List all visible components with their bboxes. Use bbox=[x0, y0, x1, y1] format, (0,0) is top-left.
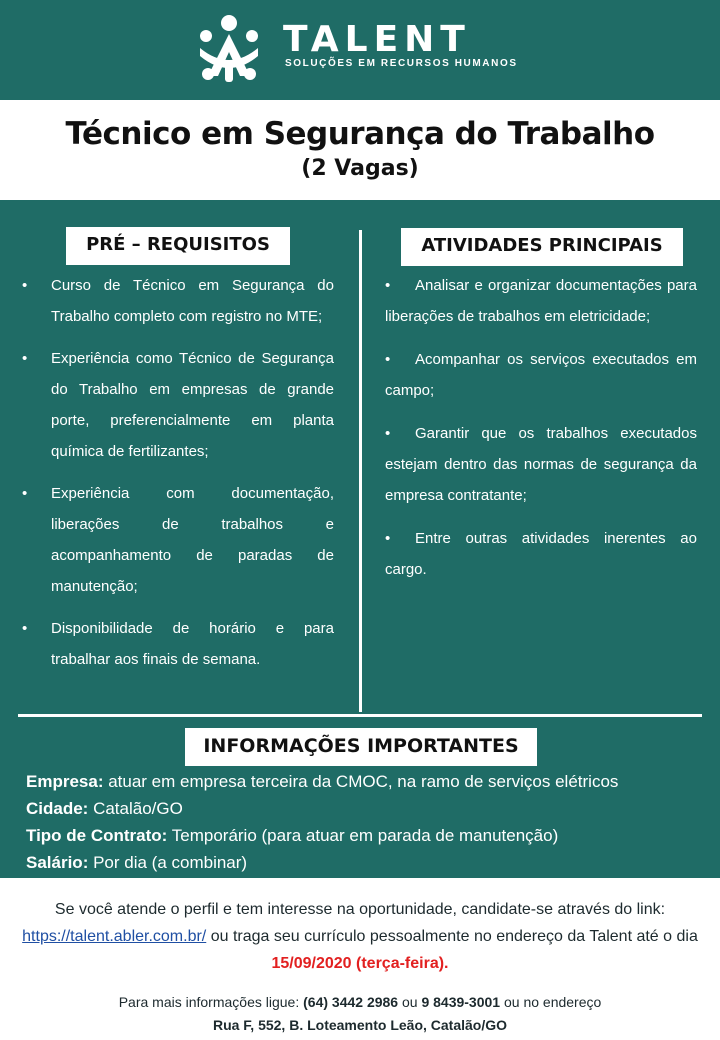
requirement-text: Experiência com documentação, liberações de trabalhos e acompanhamento de paradas de manutenção; bbox=[51, 485, 334, 595]
list-item bbox=[22, 270, 334, 332]
activity-text: Entre outras atividades inerentes ao cargo. bbox=[385, 530, 697, 578]
contact-line bbox=[0, 991, 720, 1037]
contact-text-2: ou no endereço bbox=[500, 994, 602, 1010]
requirement-text: Disponibilidade de horário e para trabalhar aos finais de semana. bbox=[51, 620, 334, 668]
job-title: Técnico em Segurança do Trabalho bbox=[65, 116, 655, 152]
info-heading: INFORMAÇÕES IMPORTANTES bbox=[185, 728, 537, 766]
list-item bbox=[385, 270, 697, 332]
bullet-icon: • bbox=[22, 277, 28, 294]
brand-name: TALENT bbox=[283, 19, 471, 60]
apply-text-2: ou traga seu currículo pessoalmente no endereço da Talent até o dia bbox=[206, 928, 698, 945]
section-divider bbox=[18, 714, 702, 717]
requirement-text: Curso de Técnico em Segurança do Trabalho completo com registro no MTE; bbox=[51, 277, 334, 325]
info-city-label: Cidade: bbox=[26, 799, 89, 818]
info-city-value: Catalão/GO bbox=[88, 799, 183, 818]
bullet-icon: • bbox=[385, 351, 391, 368]
header-banner bbox=[0, 0, 720, 100]
info-contract-value: Temporário (para atuar em parada de manutenção) bbox=[167, 826, 559, 845]
info-company-value: atuar em empresa terceira da CMOC, na ramo de serviços elétricos bbox=[103, 772, 619, 791]
activity-text: Garantir que os trabalhos executados estejam dentro das normas de segurança da empresa contratante; bbox=[385, 425, 697, 504]
info-city bbox=[26, 795, 618, 822]
apply-text-1: Se você atende o perfil e tem interesse na oportunidade, candidate-se através do link: bbox=[54, 901, 666, 918]
bullet-icon: • bbox=[22, 485, 28, 502]
talent-logo-icon bbox=[196, 14, 262, 84]
list-item bbox=[385, 523, 697, 585]
brand-tagline: SOLUÇÕES EM RECURSOS HUMANOS bbox=[285, 58, 518, 69]
bullet-icon: • bbox=[22, 620, 28, 637]
activities-heading: ATIVIDADES PRINCIPAIS bbox=[401, 228, 683, 266]
info-company-label: Empresa: bbox=[26, 772, 104, 791]
contact-text-1: Para mais informações ligue: bbox=[118, 994, 304, 1010]
apply-link[interactable]: https://talent.abler.com.br/ bbox=[22, 928, 207, 945]
phone-2: 9 8439-3001 bbox=[421, 994, 501, 1010]
info-company bbox=[26, 768, 618, 795]
list-item bbox=[385, 418, 697, 511]
footer bbox=[0, 878, 720, 1040]
bullet-icon: • bbox=[385, 277, 391, 294]
list-item bbox=[22, 613, 334, 675]
phone-1: (64) 3442 2986 bbox=[303, 994, 399, 1010]
requirements-heading: PRÉ – REQUISITOS bbox=[66, 227, 290, 265]
info-salary bbox=[26, 849, 618, 876]
bullet-icon: • bbox=[385, 425, 391, 442]
contact-or: ou bbox=[398, 994, 422, 1010]
address: Rua F, 552, B. Loteamento Leão, Catalão/GO bbox=[212, 1017, 508, 1033]
bullet-icon: • bbox=[385, 530, 391, 547]
list-item bbox=[385, 344, 697, 406]
list-item bbox=[22, 343, 334, 467]
column-divider bbox=[359, 230, 362, 712]
info-contract-label: Tipo de Contrato: bbox=[26, 826, 168, 845]
requirements-list bbox=[22, 270, 334, 686]
list-item bbox=[22, 478, 334, 602]
info-contract bbox=[26, 822, 618, 849]
requirement-text: Experiência como Técnico de Segurança do Trabalho em empresas de grande porte, preferencialmente em planta química de fertilizantes; bbox=[51, 350, 334, 460]
activity-text: Acompanhar os serviços executados em campo; bbox=[385, 351, 697, 399]
apply-paragraph bbox=[16, 896, 704, 977]
bullet-icon: • bbox=[22, 350, 28, 367]
info-salary-label: Salário: bbox=[26, 853, 89, 872]
apply-deadline: 15/09/2020 (terça-feira). bbox=[271, 955, 449, 972]
activity-text: Analisar e organizar documentações para liberações de trabalhos em eletricidade; bbox=[385, 277, 697, 325]
info-salary-value: Por dia (a combinar) bbox=[88, 853, 248, 872]
main-panel bbox=[0, 200, 720, 878]
job-vacancies: (2 Vagas) bbox=[301, 156, 419, 181]
title-band bbox=[0, 100, 720, 200]
info-block bbox=[26, 768, 618, 876]
activities-list bbox=[385, 270, 697, 597]
